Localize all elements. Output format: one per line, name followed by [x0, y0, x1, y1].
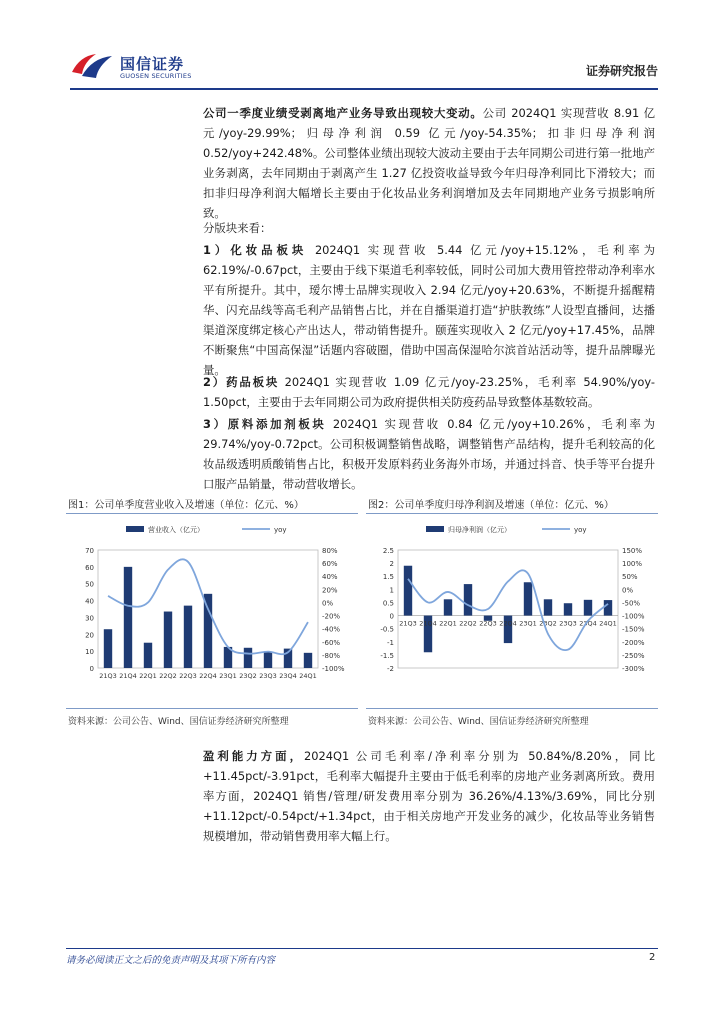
guosen-logo-icon — [70, 50, 114, 80]
y-tick-label-right: -300% — [622, 665, 645, 673]
y-tick-label-right: -80% — [322, 651, 341, 660]
bar-22Q2 — [464, 584, 472, 615]
y-tick-label-right: -100% — [322, 665, 345, 673]
figure-source: 资料来源：公司公告、Wind、国信证券经济研究所整理 — [68, 717, 289, 727]
report-header — [70, 50, 658, 88]
paragraph-segment-intro — [203, 218, 655, 238]
y-tick-label-right: 60% — [322, 560, 338, 569]
bar-22Q4 — [204, 594, 212, 668]
figure-title-rule — [66, 513, 358, 514]
y-tick-label-left: 20 — [85, 631, 94, 640]
bar-21Q3 — [104, 629, 112, 668]
y-tick-label-left: 10 — [85, 648, 94, 657]
paragraph-profitability — [203, 746, 655, 846]
y-tick-label-right: -250% — [622, 651, 645, 660]
paragraph-lead: 1）化妆品板块 — [203, 243, 308, 257]
figure-revenue — [66, 492, 358, 732]
x-tick-label: 22Q1 — [139, 672, 157, 680]
y-tick-label-right: 100% — [622, 560, 643, 569]
x-tick-label: 23Q1 — [219, 672, 237, 680]
bar-22Q3 — [184, 606, 192, 668]
x-tick-label: 23Q3 — [259, 672, 277, 680]
y-tick-label-right: -200% — [622, 638, 645, 647]
y-tick-label-left: 2 — [389, 560, 394, 569]
legend-bar-swatch — [126, 526, 144, 532]
y-tick-label-right: 80% — [322, 547, 338, 555]
legend-line-label: yoy — [274, 526, 287, 534]
paragraph-body: 2024Q1 公司毛利率/净利率分别为 50.84%/8.20%，同比+11.45pct/-3.91pct，毛利率大幅提升主要由于低毛利率的房地产业务剥离所致。费用率方面，2024Q1 销售/管理/研发费用率分别为 36.26%/4.13%/3.69%，同比分别+11.12pct/-0.54pct/+1.34pct，由于相关房地产开发业务的减少，化妆品等业务销售规模增加，带动销售费用率大幅上行。 — [203, 749, 655, 843]
figures-row — [66, 492, 658, 732]
x-tick-label: 23Q1 — [519, 619, 537, 628]
bar-23Q3 — [564, 603, 572, 615]
y-tick-label-left: 60 — [85, 563, 94, 572]
x-tick-label: 21Q4 — [119, 672, 137, 680]
y-tick-label-left: 0 — [389, 612, 394, 621]
y-tick-label-left: -0.5 — [380, 625, 394, 634]
x-tick-label: 22Q3 — [479, 619, 497, 628]
y-tick-label-right: -60% — [322, 638, 341, 647]
footer-divider — [66, 948, 658, 949]
disclaimer-text: 请务必阅读正文之后的免责声明及其项下所有内容 — [66, 955, 276, 966]
y-tick-label-right: -150% — [622, 625, 645, 634]
figure-title: 图1：公司单季度营业收入及增速（单位：亿元、%） — [68, 500, 304, 511]
logo-en-text: GUOSEN SECURITIES — [120, 72, 192, 80]
figure-title-rule — [366, 513, 658, 514]
x-tick-label: 21Q3 — [99, 672, 117, 680]
x-tick-label: 22Q4 — [499, 619, 517, 628]
x-tick-label: 24Q1 — [299, 672, 317, 680]
bar-23Q1 — [524, 582, 532, 615]
y-tick-label-right: 150% — [622, 547, 643, 555]
paragraph-pharma — [203, 372, 655, 412]
revenue-chart — [66, 518, 358, 704]
paragraph-lead: 盈利能力方面， — [203, 749, 305, 763]
bar-24Q1 — [304, 653, 312, 668]
y-tick-label-left: -2 — [387, 665, 394, 673]
x-tick-label: 23Q4 — [579, 619, 597, 628]
y-tick-label-right: 0% — [622, 586, 634, 595]
bar-22Q1 — [444, 599, 452, 615]
y-tick-label-left: -1.5 — [380, 651, 394, 660]
paragraph-lead: 公司一季度业绩受剥离地产业务导致出现较大变动。 — [203, 106, 483, 120]
y-tick-label-right: 50% — [622, 573, 638, 582]
x-tick-label: 21Q3 — [399, 619, 417, 628]
x-tick-label: 23Q2 — [239, 672, 257, 680]
header-divider — [70, 88, 658, 90]
x-tick-label: 22Q1 — [439, 619, 457, 628]
legend-bar-swatch — [426, 526, 444, 532]
net-profit-chart — [366, 518, 658, 704]
y-tick-label-right: -50% — [622, 599, 641, 608]
bar-22Q1 — [144, 643, 152, 668]
report-type-label: 证券研究报告 — [585, 64, 658, 78]
paragraph-q1-summary — [203, 103, 655, 223]
bar-21Q4 — [124, 567, 132, 668]
paragraph-body: 公司 2024Q1 实现营收 8.91 亿元/yoy-29.99%；归母净利润 0.59 亿元/yoy-54.35%；扣非归母净利润 0.52/yoy+242.48%。公司整体业绩出现较大波动主要由于去年同期公司进行第一批地产业务剥离，去年同期由于剥离产生 1.27 亿投资收益导致今年归母净利同比下滑较大；而扣非归母净利润大幅增长主要由于化妆品业务利润增加及去年同期地产业务亏损影响所致。 — [203, 106, 655, 220]
legend-line-label: yoy — [574, 526, 587, 534]
bar-23Q3 — [264, 652, 272, 668]
figure-title: 图2：公司单季度归母净利润及增速（单位：亿元、%） — [368, 500, 614, 511]
y-tick-label-left: 1 — [389, 586, 394, 595]
figure-source: 资料来源：公司公告、Wind、国信证券经济研究所整理 — [368, 717, 589, 727]
y-tick-label-right: 40% — [322, 573, 338, 582]
bar-21Q3 — [404, 566, 412, 616]
x-tick-label: 22Q2 — [459, 619, 477, 628]
paragraph-body: 分版块来看： — [203, 221, 272, 235]
paragraph-body: 2024Q1 实现营收 5.44 亿元/yoy+15.12%，毛利率为 62.19%/-0.67pct，主要由于线下渠道毛利率较低，同时公司加大费用管控带动净利率水平有所提升。其中，瑷尔博士品牌实现收入 2.94 亿元/yoy+20.63%，不断提升摇醒精华、闪充品线等高毛利产品销售占比，并在自播渠道打造“护肤教练”人设型直播间，达播渠道深度绑定核心产出达人，带动销售提升。颐莲实现收入 2 亿元/yoy+17.45%，品牌不断聚焦“中国高保湿”话题内容破圈，借助中国高保湿哈尔滨首站活动等，提升品牌曝光量。 — [203, 243, 655, 377]
y-tick-label-left: 30 — [85, 614, 94, 623]
y-tick-label-left: 2.5 — [382, 547, 394, 555]
y-tick-label-left: -1 — [387, 638, 394, 647]
figure-net-profit — [366, 492, 658, 732]
figure-source-rule — [366, 708, 658, 709]
x-tick-label: 23Q4 — [279, 672, 297, 680]
y-tick-label-left: 50 — [85, 580, 94, 589]
y-tick-label-right: -40% — [322, 625, 341, 634]
y-tick-label-left: 0 — [89, 665, 94, 673]
legend-bar-label: 归母净利润（亿元） — [448, 526, 511, 534]
x-tick-label: 24Q1 — [599, 619, 617, 628]
paragraph-body: 2024Q1 实现营收 1.09 亿元/yoy-23.25%，毛利率 54.90%/yoy-1.50pct，主要由于去年同期公司为政府提供相关防疫药品导致整体基数较高。 — [203, 375, 655, 409]
x-tick-label: 23Q2 — [539, 619, 557, 628]
figure-source-rule — [66, 708, 358, 709]
legend-bar-label: 营业收入（亿元） — [148, 526, 204, 534]
x-tick-label: 23Q3 — [559, 619, 577, 628]
bar-24Q1 — [604, 600, 612, 615]
y-tick-label-right: 0% — [322, 599, 334, 608]
bar-22Q2 — [164, 612, 172, 668]
y-tick-label-right: -100% — [622, 612, 645, 621]
y-tick-label-left: 0.5 — [382, 599, 394, 608]
y-tick-label-left: 70 — [85, 547, 94, 555]
paragraph-body: 2024Q1 实现营收 0.84 亿元/yoy+10.26%，毛利率为 29.74%/yoy-0.72pct。公司积极调整销售战略，调整销售产品结构，提升毛利较高的化妆品级透明质酸销售占比，积极开发原料药业务海外市场，并通过抖音、快手等平台提升口服产品销量，带动营收增长。 — [203, 417, 656, 491]
paragraph-cosmetics — [203, 240, 655, 380]
bar-23Q2 — [244, 648, 252, 668]
page-number: 2 — [649, 952, 656, 963]
y-tick-label-left: 40 — [85, 597, 94, 606]
paragraph-lead: 2）药品板块 — [203, 375, 280, 389]
x-tick-label: 21Q4 — [419, 619, 437, 628]
bar-23Q2 — [544, 599, 552, 615]
logo-cn-text: 国信证券 — [120, 55, 185, 73]
x-tick-label: 22Q4 — [199, 672, 217, 680]
y-tick-label-left: 1.5 — [382, 573, 394, 582]
paragraph-lead: 3）原料添加剂板块 — [203, 417, 327, 431]
bar-23Q4 — [584, 600, 592, 616]
x-tick-label: 22Q3 — [179, 672, 197, 680]
y-tick-label-right: -20% — [322, 612, 341, 621]
paragraph-raw-materials — [203, 414, 655, 494]
x-tick-label: 22Q2 — [159, 672, 177, 680]
y-tick-label-right: 20% — [322, 586, 338, 595]
